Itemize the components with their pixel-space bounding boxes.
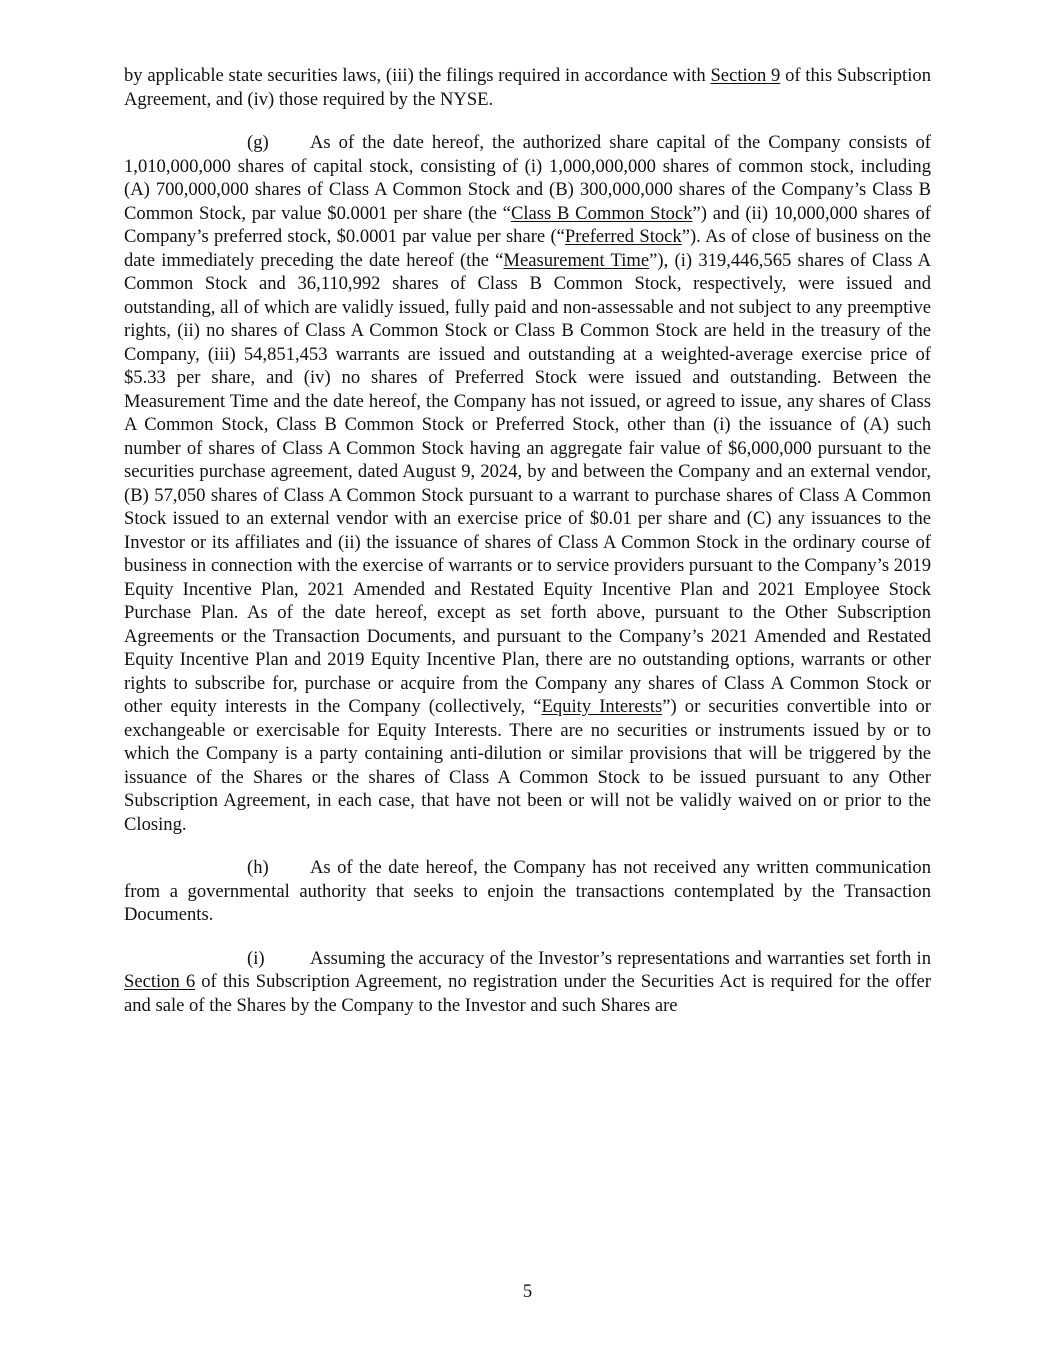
- defined-term: Equity Interests: [541, 696, 663, 717]
- paragraph-g: (g) As of the date hereof, the authorized share capital of the Company consists of 1,010,000,000 shares of capital stock, consisting of (i) 1,000,000,000 shares of common stock, including (A) 700,000,000 shares of Class A Common Stock and (B) 300,000,000 shares of the Company’s Class B Common Stock, par value $0.0001 per share (the “Class B Common Stock”) and (ii) 10,000,000 shares of Company’s preferred stock, $0.0001 par value per share (“Preferred Stock”). As of close of business on the date immediately preceding the date hereof (the “Measurement Time”), (i) 319,446,565 shares of Class A Common Stock and 36,110,992 shares of Class B Common Stock, respectively, were issued and outstanding, all of which are validly issued, fully paid and non-assessable and not subject to any preemptive rights, (ii) no shares of Class A Common Stock or Class B Common Stock are held in the treasury of the Company, (iii) 54,851,453 warrants are issued and outstanding at a weighted-average exercise price of $5.33 per share, and (iv) no shares of Preferred Stock were issued and outstanding. Between the Measurement Time and the date hereof, the Company has not issued, or agreed to issue, any shares of Class A Common Stock, Class B Common Stock or Preferred Stock, other than (i) the issuance of (A) such number of shares of Class A Common Stock having an aggregate fair value of $6,000,000 pursuant to the securities purchase agreement, dated August 9, 2024, by and between the Company and an external vendor, (B) 57,050 shares of Class A Common Stock pursuant to a warrant to purchase shares of Class A Common Stock issued to an external vendor with an exercise price of $0.01 per share and (C) any issuances to the Investor or its affiliates and (ii) the issuance of shares of Class A Common Stock in the ordinary course of business in connection with the exercise of warrants or to service providers pursuant to the Company’s 2019 Equity Incentive Plan, 2021 Amended and Restated Equity Incentive Plan and 2021 Employee Stock Purchase Plan. As of the date hereof, except as set forth above, pursuant to the Other Subscription Agreements or the Transaction Documents, and pursuant to the Company’s 2021 Amended and Restated Equity Incentive Plan and 2019 Equity Incentive Plan, there are no outstanding options, warrants or other rights to subscribe for, purchase or acquire from the Company any shares of Class A Common Stock or other equity interests in the Company (collectively, “Equity Interests”) or securities convertible into or exchangeable or exercisable for Equity Interests. There are no securities or instruments issued by or to which the Company is a party containing anti-dilution or similar provisions that will be triggered by the issuance of the Shares or the shares of Class A Common Stock to be issued pursuant to any Other Subscription Agreement, in each case, that have not been or will not be validly waived on or prior to the Closing.: [124, 132, 932, 835]
- page-number: 5: [522, 1281, 533, 1302]
- paragraph-label: (i): [247, 947, 265, 969]
- defined-term: Preferred Stock: [564, 226, 682, 247]
- defined-term: Measurement Time: [503, 249, 650, 271]
- document-body: [124, 64, 931, 1037]
- section-reference: Section 6: [124, 971, 196, 992]
- paragraph-label: (g): [247, 132, 269, 153]
- section-reference: Section 9: [710, 65, 781, 86]
- paragraph-continuation: by applicable state securities laws, (iii) the filings required in accordance with Section 9 of this Subscription Agreement, and (iv) those required by the NYSE.: [124, 65, 931, 110]
- paragraph-label: (h): [247, 857, 269, 878]
- paragraph-h: (h) As of the date hereof, the Company has not received any written communication from a governmental authority that seeks to enjoin the transactions contemplated by the Transaction Documents.: [124, 857, 931, 925]
- paragraph-i: (i) Assuming the accuracy of the Investor’s representations and warranties set forth in Section 6 of this Subscription Agreement, no registration under the Securities Act is required for the offer and sale of the Shares by the Company to the Investor and such Shares are: [124, 947, 931, 1016]
- defined-term: Class B Common Stock: [510, 202, 693, 224]
